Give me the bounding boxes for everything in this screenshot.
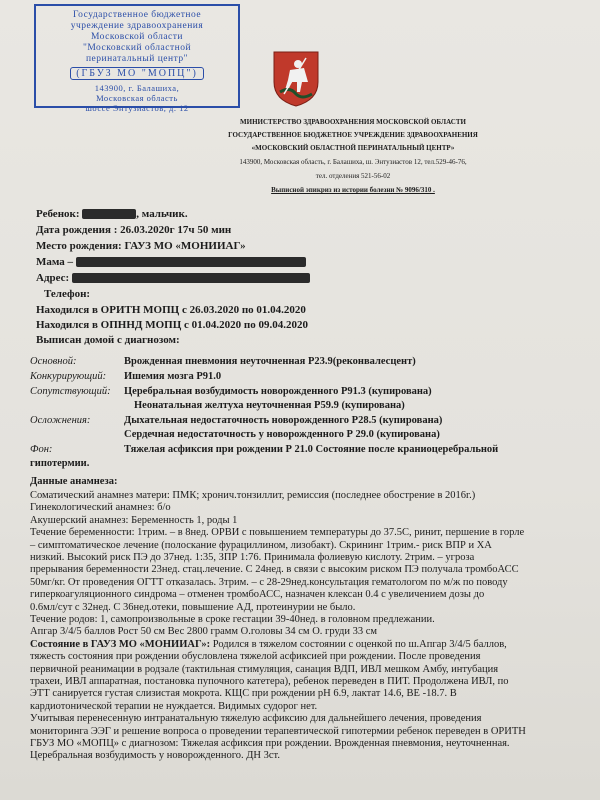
stamp-line: перинатальный центр" <box>85 54 189 64</box>
birth-date: Дата рождения : 26.03.2020г 17ч 50 мин <box>36 224 232 236</box>
child-label: Ребенок: <box>36 208 80 220</box>
stay-icu: Находился в ОРИТН МОПЦ с 26.03.2020 по 01.04.2020 <box>36 304 306 316</box>
address-label: Адрес: <box>36 272 70 284</box>
institution-title: ГОСУДАРСТВЕННОЕ БЮДЖЕТНОЕ УЧРЕЖДЕНИЕ ЗДРАВООХРАНЕНИЯ <box>228 131 478 139</box>
anamnesis-line: низкий. Высокий риск ПЭ до 37нед. 1:35, ЗПР 1:76. Принимала фолиевую кислоту. 2трим. – угроза <box>30 552 475 563</box>
diagnosis-concomitant: Неонатальная желтуха неуточненная Р59.9 (купирована) <box>134 400 405 411</box>
child-line <box>36 208 188 221</box>
child-sex: , мальчик. <box>136 208 188 220</box>
diagnosis-competing-label: Конкурирующий: <box>30 371 107 382</box>
state-at-birth-line: ГБУЗ МО «МОПЦ» с диагнозом: Тяжелая асфиксия при рождении. Врожденная пневмония, неуточненная. <box>30 738 510 749</box>
state-at-birth-line: мониторинга ЭЭГ и решение вопроса о проведении терапевтической гипотермии ребенок переведен в ОРИТН <box>30 725 526 737</box>
phone-label: Телефон: <box>44 288 91 300</box>
state-at-birth-line: Церебральная возбудимость у новорожденного. ДН 3ст. <box>30 750 280 762</box>
state-at-birth-line: Учитывая перенесенную интранатальную тяжелую асфиксию для дальнейшего лечения, проведения <box>30 713 482 725</box>
anamnesis-line: прерывания беременности 23нед. стац.лечение. С 24нед. в связи с высоким риском ПЭ получала тромбоАСС <box>30 564 519 576</box>
diagnosis-complications: Дыхательная недостаточность новорожденного Р28.5 (купирована) <box>124 415 443 426</box>
diagnosis-competing: Ишемия мозга Р91.0 <box>124 371 222 382</box>
stamp-address: Московская область <box>96 93 178 103</box>
stamp-line: Государственное бюджетное <box>72 10 202 20</box>
diagnosis-background: гипотермии. <box>30 458 90 469</box>
anamnesis-line: Гинекологический анамнез: б/о <box>30 502 171 514</box>
anamnesis-line: гиперкоагуляционного синдрома – отменен тромбоАСС, назначен клексан 0.4 с увеличением дозы до <box>30 589 485 601</box>
state-at-birth-line: трахеи, ИВЛ аппаратная, постановка пупочного катетера), ребенок переведен в ПИТ. Продолжена ИВЛ, по <box>30 676 509 687</box>
state-at-birth-line: первичной реанимации в родзале (тактильная стимуляция, санация ВДП, ИВЛ мешком Амбу, интубация <box>30 663 499 675</box>
stamp-abbreviation: (ГБУЗ МО "МОПЦ") <box>70 67 204 80</box>
stamp-line: учреждение здравоохранения <box>70 21 204 31</box>
stamp-line: Московской области <box>90 32 184 42</box>
diagnosis-concomitant-label: Сопутствующий: <box>30 386 111 397</box>
redacted-mother <box>76 257 306 267</box>
anamnesis-line: Апгар 3/4/5 баллов Рост 50 см Вес 2800 грамм О.головы 34 см О. груди 33 см <box>30 626 378 638</box>
stamp-address: 143900, г. Балашиха, <box>94 83 180 93</box>
diagnosis-main: Врожденная пневмония неуточненная Р23.9(реконвалесцент) <box>124 356 416 367</box>
institution-stamp <box>34 4 240 113</box>
anamnesis-line: 50мг/кг. От проведения ОГТТ отказалась. 3трим. – с 28-29нед.консультация гематологом по м/ж по поводу <box>30 576 508 588</box>
state-at-birth-line: кардиотонической терапии не нуждается. Видимых судорог нет. <box>30 700 318 712</box>
anamnesis-line: Акушерский анамнез: Беременность 1, роды 1 <box>30 514 238 526</box>
department-phone: тел. отделения 521-56-02 <box>315 172 391 180</box>
anamnesis-line: Течение родов: 1, самопроизвольные в сроке гестации 39-40нед. в головном предлежании. <box>30 614 435 625</box>
center-address: 143900, Московская область, г. Балашиха, ш. Энтузиастов 12, тел.529-46-76, <box>239 158 467 166</box>
state-at-birth-line <box>30 639 507 651</box>
center-title: «МОСКОВСКИЙ ОБЛАСТНОЙ ПЕРИНАТАЛЬНЫЙ ЦЕНТР» <box>251 144 455 152</box>
state-at-birth-line: ЭТТ санируется густая слизистая мокрота. КЩС при рождении рН 6.9, лактат 14.6, ВЕ -18.7. В <box>30 688 457 700</box>
moscow-oblast-coat-of-arms-icon <box>270 48 322 108</box>
anamnesis-line: Течение беременности: 1трим. – в 8нед. ОРВИ с повышением температуры до 37.5С, ринит, першение в горле <box>30 527 525 539</box>
address-line <box>36 272 310 285</box>
diagnosis-complications: Сердечная недостаточность у новорожденного Р 29.0 (купирована) <box>124 429 440 440</box>
ministry-title: МИНИСТЕРСТВО ЗДРАВООХРАНЕНИЯ МОСКОВСКОЙ ОБЛАСТИ <box>240 118 466 126</box>
state-at-birth-line: тяжесть состояния при рождении обусловлена тяжелой асфиксией при рождении. После проведения <box>30 651 481 663</box>
discharge-note: Выписан домой с диагнозом: <box>36 334 180 346</box>
state-at-birth-label: Состояние в ГАУЗ МО «МОНИИАГ»: <box>30 638 211 650</box>
anamnesis-heading: Данные анамнеза: <box>30 476 118 487</box>
anamnesis-line: 0.6мл/сут с 32нед. С 36нед.отеки, повышение АД, протеинурии не было. <box>30 601 356 613</box>
stamp-address: шоссе Энтузиастов, д. 12 <box>85 103 189 113</box>
anamnesis-line: Соматический анамнез матери: ПМК; хронич.тонзиллит, ремиссия (последнее обострение в 2016г.) <box>30 490 476 501</box>
diagnosis-main-label: Основной: <box>30 356 77 367</box>
mother-line <box>36 256 306 269</box>
state-at-birth-text: Родился в тяжелом состоянии с оценкой по ш.Апгар 3/4/5 баллов, <box>210 638 507 650</box>
stamp-line: "Московский областной <box>82 43 192 53</box>
diagnosis-background: Тяжелая асфиксия при рождении Р 21.0 Состояние после краниоцеребральной <box>124 444 499 455</box>
diagnosis-concomitant: Церебральная возбудимость новорожденного Р91.3 (купирована) <box>124 386 432 397</box>
stay-pathology: Находился в ОПННД МОПЦ с 01.04.2020 по 09.04.2020 <box>36 319 308 331</box>
redacted-address <box>72 273 310 283</box>
anamnesis-line: – симптоматическое лечение (полоскание фурациллином, лизобакт). Скрининг 1трим.- риск ВПР и ХА <box>30 539 492 551</box>
birth-place: Место рождения: ГАУЗ МО «МОНИИАГ» <box>36 240 246 252</box>
diagnosis-background-label: Фон: <box>30 444 53 455</box>
redacted-name <box>82 209 136 219</box>
document-title: Выписной эпикриз из истории болезни № 9096/310 . <box>271 186 435 194</box>
diagnosis-complications-label: Осложнения: <box>30 415 91 426</box>
mother-label: Мама – <box>36 256 74 268</box>
